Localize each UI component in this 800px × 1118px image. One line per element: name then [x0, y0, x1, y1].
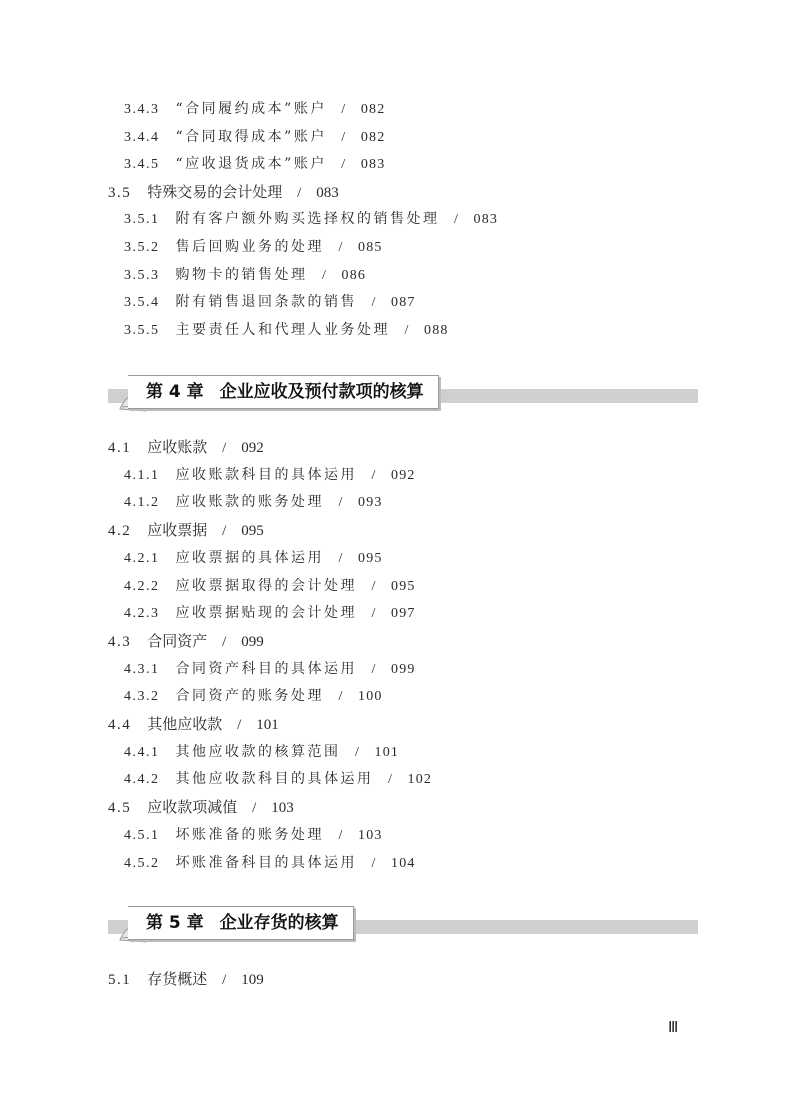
toc-separator: / — [354, 744, 361, 760]
toc-entry-title: 存货概述 — [147, 970, 208, 988]
toc-entry-number: 3.5.3 — [124, 267, 160, 283]
toc-entry-title: 应收款项减值 — [147, 798, 238, 817]
toc-entry-title: 应收票据取得的会计处理 — [175, 577, 357, 594]
toc-entry-title: 其他应收款科目的具体运用 — [175, 771, 374, 788]
toc-entry — [108, 968, 264, 990]
toc-entry-number: 4.3.1 — [124, 661, 160, 677]
toc-entry-number: 3.5.4 — [124, 295, 160, 311]
toc-entry-number: 4.2.3 — [124, 606, 160, 622]
toc-entry — [124, 658, 416, 680]
toc-entry — [124, 547, 383, 569]
toc-entry-page: 087 — [391, 295, 416, 311]
toc-entry — [108, 630, 264, 652]
toc-entry — [124, 491, 383, 513]
toc-entry — [124, 208, 498, 230]
toc-entry — [124, 291, 416, 313]
toc-entry-number: 4.5.2 — [124, 855, 160, 871]
toc-entry-number: 4.4.1 — [124, 744, 160, 760]
toc-separator: / — [297, 184, 302, 201]
toc-separator: / — [222, 972, 227, 988]
toc-entry — [124, 464, 416, 486]
toc-entry-page: 086 — [341, 267, 367, 283]
toc-entry-title: 应收账款 — [147, 438, 208, 456]
toc-entry-title: 应收票据贴现的会计处理 — [175, 605, 357, 622]
toc-entry-number: 4.2 — [108, 523, 132, 540]
toc-entry-page: 109 — [241, 972, 264, 988]
toc-entry-page: 092 — [241, 440, 264, 456]
toc-entry-number: 4.1.1 — [124, 467, 160, 483]
toc-entry-page: 082 — [360, 129, 386, 145]
toc-entry-page: 104 — [391, 855, 416, 871]
toc-entry-number: 3.5.1 — [124, 212, 160, 228]
toc-entry-title: 特殊交易的会计处理 — [147, 182, 283, 201]
chapter-number: 第 4 章 — [146, 382, 204, 402]
toc-separator: / — [371, 295, 377, 311]
toc-entry-page: 099 — [391, 661, 416, 677]
toc-entry-number: 4.2.1 — [124, 550, 160, 566]
toc-separator: / — [371, 467, 377, 483]
toc-entry-title: 坏账准备的账务处理 — [175, 826, 324, 843]
toc-entry-number: 3.5.5 — [124, 322, 160, 338]
toc-entry-title: 应收账款的账务处理 — [175, 494, 324, 511]
toc-entry-page: 100 — [358, 689, 383, 705]
toc-entry — [108, 713, 279, 735]
toc-entry-title: 应收票据的具体运用 — [175, 549, 324, 566]
toc-entry-title: 售后回购业务的处理 — [175, 239, 324, 255]
toc-entry-number: 3.4.4 — [124, 129, 160, 145]
toc-separator: / — [371, 661, 377, 677]
toc-entry-title: 其他应收款的核算范围 — [175, 743, 341, 760]
chapter-label — [128, 906, 354, 940]
toc-entry-page: 101 — [374, 744, 400, 760]
toc-separator: / — [321, 267, 328, 283]
toc-entry-title: 附有客户额外购买选择权的销售处理 — [175, 211, 440, 228]
toc-entry-page: 103 — [271, 800, 294, 817]
toc-entry-page: 093 — [358, 495, 383, 511]
toc-separator: / — [222, 440, 227, 456]
toc-separator: / — [237, 717, 242, 733]
toc-entry-page: 083 — [360, 157, 386, 173]
toc-entry-number: 3.4.5 — [124, 157, 160, 173]
toc-separator: / — [338, 689, 344, 705]
toc-entry-page: 083 — [316, 184, 339, 201]
toc-entry — [124, 126, 385, 148]
toc-entry-page: 092 — [391, 467, 416, 483]
toc-entry — [108, 796, 294, 818]
chapter-label — [128, 375, 439, 409]
toc-entry-number: 4.5.1 — [124, 827, 160, 843]
toc-entry-title: 其他应收款 — [147, 715, 223, 733]
toc-entry — [124, 153, 385, 175]
toc-entry — [124, 685, 383, 707]
toc-entry — [124, 768, 432, 790]
toc-entry-number: 4.1 — [108, 440, 132, 456]
toc-separator: / — [371, 855, 377, 871]
toc-separator: / — [341, 129, 347, 145]
toc-entry — [124, 319, 449, 341]
toc-entry-title: 主要责任人和代理人业务处理 — [175, 321, 390, 338]
toc-entry — [108, 519, 264, 541]
toc-separator: / — [222, 633, 227, 650]
toc-entry-page: 095 — [358, 550, 383, 566]
toc-entry-page: 097 — [391, 606, 416, 622]
toc-entry-page: 102 — [407, 772, 433, 788]
chapter-5-heading — [108, 904, 698, 948]
toc-separator: / — [341, 102, 347, 117]
toc-entry-number: 4.5 — [108, 800, 132, 817]
toc-entry-page: 101 — [256, 717, 279, 733]
toc-entry-title: 合同资产 — [147, 631, 208, 650]
toc-entry — [124, 824, 383, 846]
toc-entry-page: 103 — [358, 827, 383, 843]
toc-entry-page: 083 — [473, 212, 499, 228]
toc-entry — [124, 741, 399, 763]
toc-separator: / — [338, 495, 344, 511]
toc-entry — [124, 852, 416, 874]
toc-entry-number: 4.4 — [108, 717, 132, 733]
toc-separator: / — [341, 157, 347, 173]
toc-entry-title: 坏账准备科目的具体运用 — [175, 854, 357, 871]
page-number: Ⅲ — [668, 1020, 679, 1036]
toc-separator: / — [404, 322, 410, 338]
toc-entry-title: 合同资产科目的具体运用 — [175, 660, 357, 677]
toc-entry — [124, 236, 383, 258]
toc-separator: / — [371, 606, 377, 622]
toc-entry-page: 088 — [424, 322, 449, 338]
chapter-title: 企业应收及预付款项的核算 — [219, 382, 424, 402]
toc-entry — [124, 98, 385, 120]
toc-separator: / — [252, 800, 257, 817]
toc-separator: / — [453, 212, 460, 228]
toc-entry-page: 085 — [358, 240, 383, 255]
toc-entry-number: 3.4.3 — [124, 102, 160, 117]
chapter-title: 企业存货的核算 — [219, 913, 339, 933]
toc-entry-title: 应收账款科目的具体运用 — [175, 466, 357, 483]
chapter-4-heading — [108, 373, 698, 417]
chapter-number: 第 5 章 — [146, 913, 204, 933]
toc-entry — [124, 602, 416, 624]
toc-entry-title: 合同资产的账务处理 — [175, 688, 324, 705]
toc-separator: / — [338, 550, 344, 566]
toc-entry-number: 4.3 — [108, 633, 132, 650]
toc-separator: / — [338, 240, 344, 255]
toc-entry-page: 082 — [360, 102, 386, 117]
toc-separator: / — [371, 578, 377, 594]
toc-entry — [124, 575, 416, 597]
toc-separator: / — [338, 827, 344, 843]
toc-entry-number: 3.5.2 — [124, 240, 160, 255]
toc-entry-number: 4.2.2 — [124, 578, 160, 594]
toc-entry-title: “应收退货成本”账户 — [175, 156, 327, 173]
toc-entry — [108, 181, 339, 203]
toc-entry-page: 095 — [391, 578, 416, 594]
toc-entry-title: “合同履约成本”账户 — [175, 101, 327, 117]
toc-entry-number: 4.3.2 — [124, 689, 160, 705]
toc-entry-number: 4.4.2 — [124, 772, 160, 788]
toc-separator: / — [387, 772, 394, 788]
toc-entry — [108, 436, 264, 458]
toc-entry-title: 应收票据 — [147, 521, 208, 540]
toc-entry — [124, 264, 366, 286]
toc-entry-number: 4.1.2 — [124, 495, 160, 511]
toc-separator: / — [222, 523, 227, 540]
toc-entry-title: 附有销售退回条款的销售 — [175, 294, 357, 311]
toc-entry-title: 购物卡的销售处理 — [175, 266, 308, 283]
toc-entry-page: 095 — [241, 523, 264, 540]
toc-entry-number: 3.5 — [108, 184, 132, 201]
toc-entry-page: 099 — [241, 633, 264, 650]
toc-entry-title: “合同取得成本”账户 — [175, 128, 327, 145]
toc-entry-number: 5.1 — [108, 972, 132, 988]
